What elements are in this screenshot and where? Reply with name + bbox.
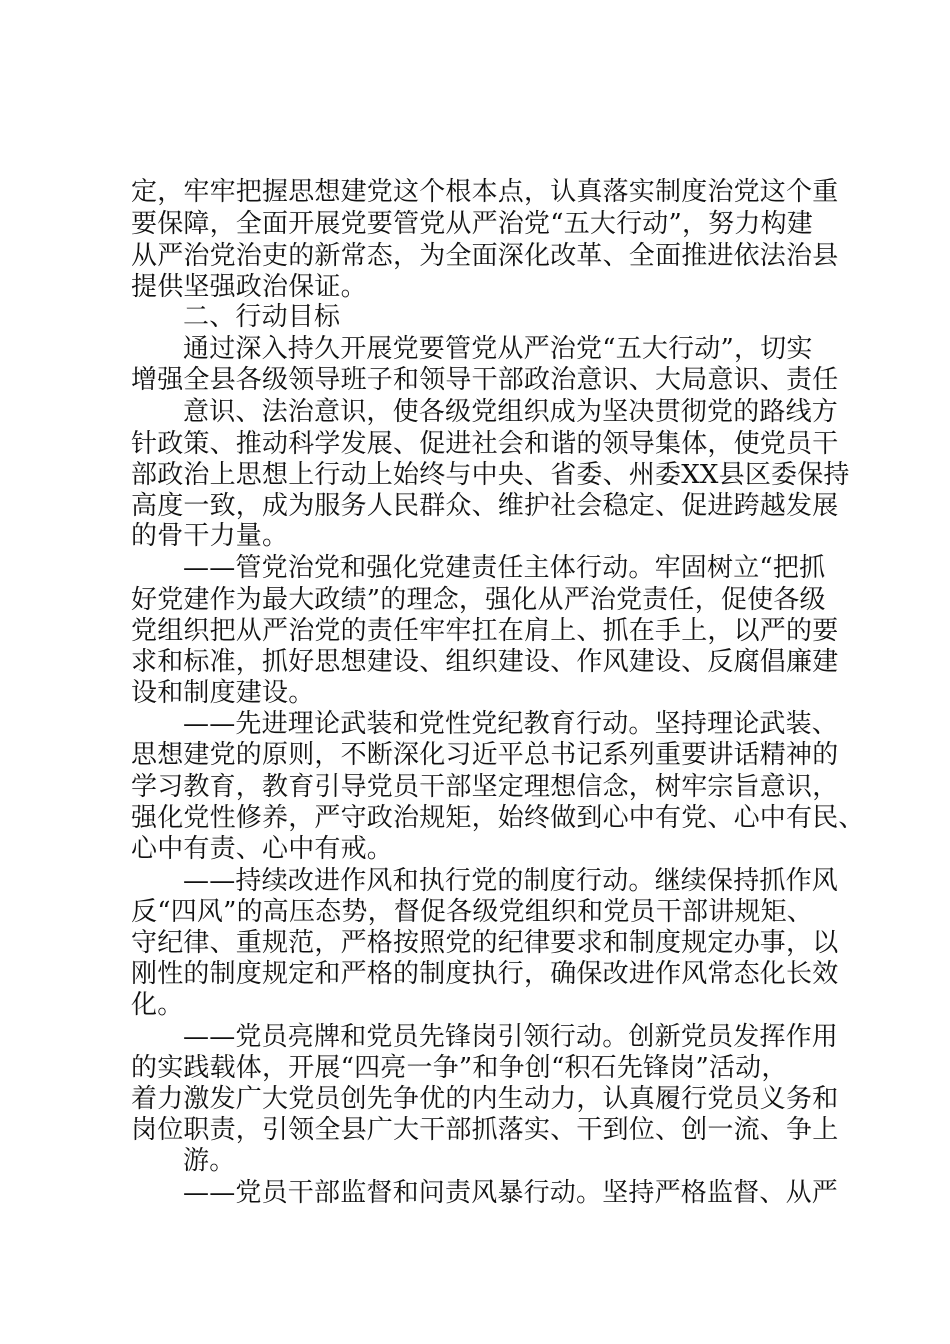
text-line: 守纪律、重规范，严格按照党的纪律要求和制度规定办事，以: [131, 928, 839, 958]
text-line: 设和制度建设。: [131, 678, 315, 708]
text-line: 好党建作为最大政绩”的理念，强化从严治党责任，促使各级: [131, 585, 826, 615]
text-line: 高度一致，成为服务人民群众、维护社会稳定、促进跨越发展: [131, 491, 839, 521]
text-line: 部政治上思想上行动上始终与中央、省委、州委XX县区委保持: [131, 460, 850, 490]
text-line: 强化党性修养，严守政治规矩，始终做到心中有党、心中有民、: [131, 803, 865, 833]
text-line: 学习教育，教育引导党员干部坚定理想信念，树牢宗旨意识，: [131, 772, 839, 802]
text-line: 刚性的制度规定和严格的制度执行，确保改进作风常态化长效: [131, 959, 839, 989]
text-line: 提供坚强政治保证。: [131, 272, 367, 302]
text-line: 党组织把从严治党的责任牢牢扛在肩上、抓在手上，以严的要: [131, 616, 839, 646]
text-line: 从严治党治吏的新常态，为全面深化改革、全面推进依法治县: [131, 241, 839, 271]
text-line: ——党员亮牌和党员先锋岗引领行动。创新党员发挥作用: [183, 1022, 839, 1052]
text-line: 反“四风”的高压态势，督促各级党组织和党员干部讲规矩、: [131, 897, 813, 927]
text-line: 岗位职责，引领全县广大干部抓落实、干到位、创一流、争上: [131, 1115, 839, 1145]
text-line: 定，牢牢把握思想建党这个根本点，认真落实制度治党这个重: [131, 177, 839, 207]
text-line: 意识、法治意识，使各级党组织成为坚决贯彻党的路线方: [183, 397, 839, 427]
text-line: 游。: [183, 1146, 236, 1176]
text-line: 求和标准，抓好思想建设、组织建设、作风建设、反腐倡廉建: [131, 647, 839, 677]
text-line: 心中有责、心中有戒。: [131, 834, 394, 864]
text-line: 要保障，全面开展党要管党从严治党“五大行动”，努力构建: [131, 209, 813, 239]
text-line: 的骨干力量。: [131, 521, 289, 551]
text-line: 思想建党的原则，不断深化习近平总书记系列重要讲话精神的: [131, 740, 839, 770]
section-heading: 二、行动目标: [183, 302, 341, 332]
text-line: 增强全县各级领导班子和领导干部政治意识、大局意识、责任: [131, 365, 839, 395]
text-line: ——管党治党和强化党建责任主体行动。牢固树立“把抓: [183, 553, 826, 583]
text-line: ——持续改进作风和执行党的制度行动。继续保持抓作风: [183, 866, 839, 896]
text-line: 着力激发广大党员创先争优的内生动力，认真履行党员义务和: [131, 1084, 839, 1114]
text-line: 针政策、推动科学发展、促进社会和谐的领导集体，使党员干: [131, 429, 839, 459]
text-line: ——党员干部监督和问责风暴行动。坚持严格监督、从严: [183, 1178, 839, 1208]
text-line: ——先进理论武装和党性党纪教育行动。坚持理论武装、: [183, 709, 839, 739]
text-line: 的实践载体，开展“四亮一争”和争创“积石先锋岗”活动，: [131, 1053, 788, 1083]
text-line: 化。: [131, 990, 184, 1020]
text-line: 通过深入持久开展党要管党从严治党“五大行动”，切实: [183, 334, 813, 364]
